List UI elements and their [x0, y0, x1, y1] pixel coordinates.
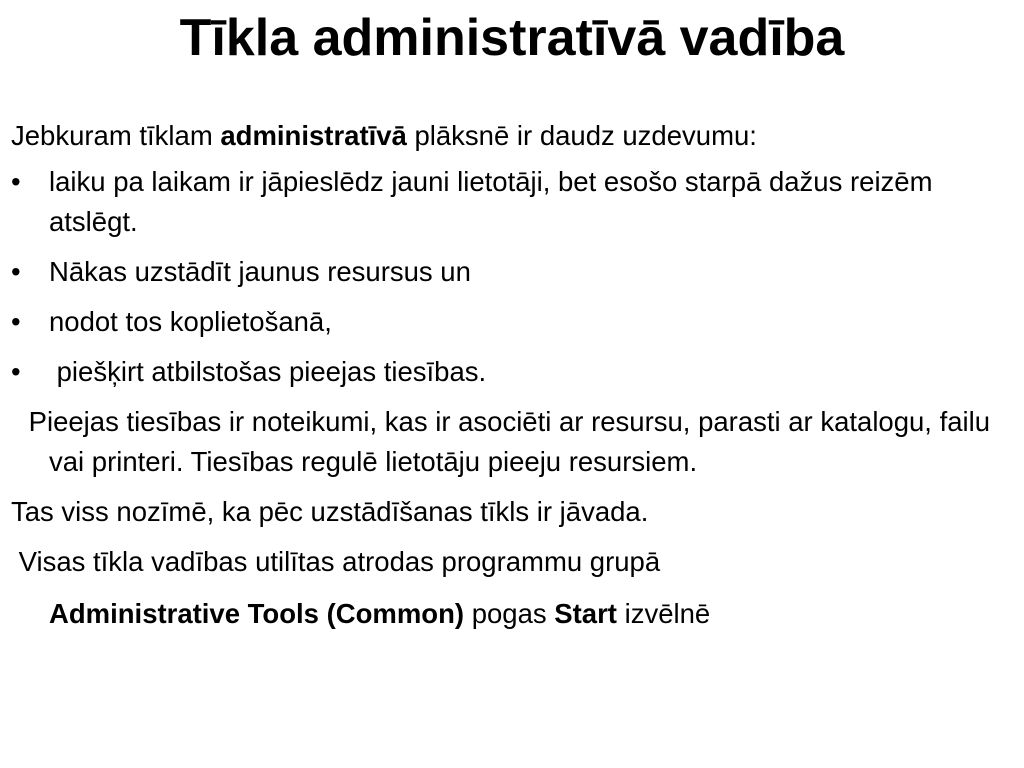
tools-location-paragraph — [11, 594, 1001, 634]
bullet-marker: • — [11, 356, 21, 387]
intro-bold-term: administratīvā — [220, 120, 407, 151]
intro-text-before: Jebkuram tīklam — [11, 120, 221, 151]
bullet-text: laiku pa laikam ir jāpieslēdz jauni lietotāji, bet esošo starpā dažus reizēm atslēgt. — [49, 166, 933, 237]
bullet-marker: • — [11, 256, 21, 287]
tools-paragraph: Visas tīkla vadības utilītas atrodas programmu grupā — [11, 546, 661, 577]
intro-paragraph — [11, 116, 1001, 156]
bullet-text: nodot tos koplietošanā, — [49, 306, 332, 337]
definition-paragraph: Pieejas tiesības ir noteikumi, kas ir asociēti ar resursu, parasti ar katalogu, failu vai printeri. Tiesības regulē lietotāju pieeju resursiem. — [21, 406, 998, 477]
bullet-text: Nākas uzstādīt jaunus resursus un — [49, 256, 471, 287]
task-bullet-list — [11, 162, 1001, 392]
conclusion-paragraph: Tas viss nozīmē, ka pēc uzstādīšanas tīkls ir jāvada. — [11, 496, 649, 527]
bullet-text: piešķirt atbilstošas pieejas tiesības. — [49, 356, 487, 387]
slide-body — [11, 116, 1001, 634]
slide-title: Tīkla administratīvā vadība — [179, 9, 845, 67]
bullet-item — [11, 162, 1001, 242]
start-button-name: Start — [554, 598, 617, 629]
bullet-item — [11, 252, 1001, 292]
tools-text-middle: pogas — [464, 598, 555, 629]
tools-group-name: Administrative Tools (Common) — [49, 598, 465, 629]
bullet-item — [11, 352, 1001, 392]
intro-text-after: plāksnē ir daudz uzdevumu: — [406, 120, 757, 151]
bullet-marker: • — [11, 166, 21, 197]
tools-text-after: izvēlnē — [616, 598, 711, 629]
bullet-item — [11, 302, 1001, 342]
bullet-marker: • — [11, 306, 21, 337]
